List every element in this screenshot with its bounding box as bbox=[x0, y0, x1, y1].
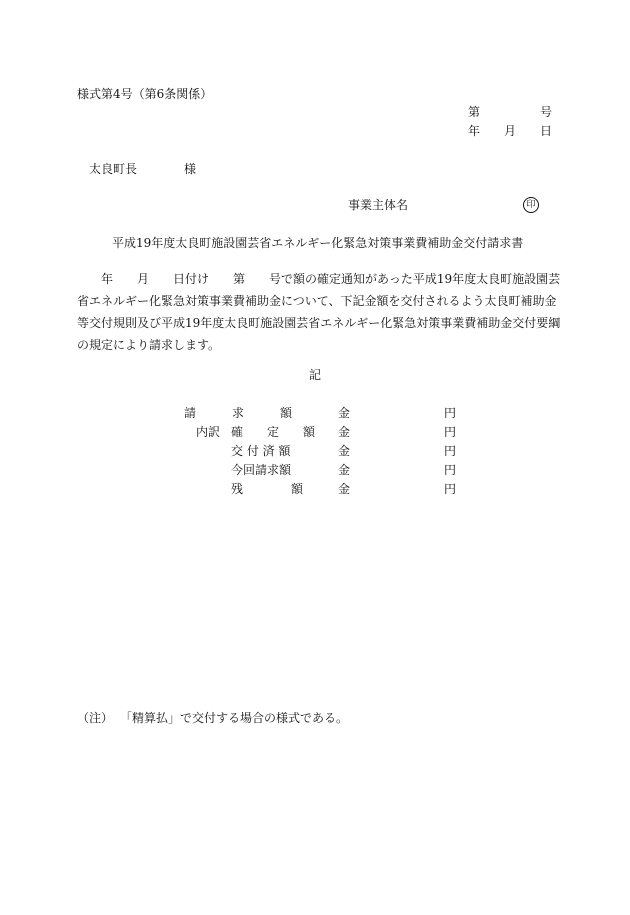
applicant-label: 事業主体名 bbox=[348, 198, 409, 212]
request-amount-kin: 金 bbox=[338, 406, 351, 420]
body-line: の規定により請求します。 bbox=[77, 338, 221, 352]
document-title: 平成19年度太良町施設園芸省エネルギー化緊急対策事業費補助金交付請求書 bbox=[112, 236, 524, 250]
addressee-name: 太良町長 bbox=[89, 162, 138, 176]
note-prefix: （注） bbox=[77, 711, 114, 725]
addressee-honorific: 様 bbox=[184, 162, 197, 176]
remaining-amount-label: 残 額 bbox=[231, 482, 304, 496]
body-line: 等交付規則及び平成19年度太良町施設園芸省エネルギー化緊急対策事業費補助金交付要綱 bbox=[77, 316, 561, 330]
current-request-label: 今回請求額 bbox=[231, 463, 292, 477]
note-text: 「精算払」で交付する場合の様式である。 bbox=[120, 711, 349, 725]
request-amount-label: 請 求 額 bbox=[184, 406, 293, 420]
confirmed-amount-kin: 金 bbox=[338, 425, 351, 439]
remaining-amount-yen: 円 bbox=[444, 482, 457, 496]
document-number-prefix: 第 bbox=[468, 105, 481, 119]
confirmed-amount-yen: 円 bbox=[444, 425, 457, 439]
paid-amount-yen: 円 bbox=[444, 444, 457, 458]
document-number-suffix: 号 bbox=[540, 105, 553, 119]
date-year-label: 年 bbox=[468, 124, 481, 138]
body-line: 年 月 日付け 第 号で額の確定通知があった平成19年度太良町施設園芸 bbox=[77, 272, 561, 286]
form-number-label: 様式第4号（第6条関係） bbox=[77, 87, 213, 101]
seal-mark: 印 bbox=[523, 197, 539, 213]
paid-amount-label: 交 付 済 額 bbox=[231, 444, 291, 458]
date-day-label: 日 bbox=[540, 124, 553, 138]
remaining-amount-kin: 金 bbox=[338, 482, 351, 496]
current-request-yen: 円 bbox=[444, 463, 457, 477]
request-amount-yen: 円 bbox=[444, 406, 457, 420]
ki-heading: 記 bbox=[309, 368, 322, 382]
body-line: 省エネルギー化緊急対策事業費補助金について、下記金額を交付されるよう太良町補助金 bbox=[77, 294, 557, 308]
confirmed-amount-label: 確 定 額 bbox=[231, 425, 316, 439]
breakdown-label: 内訳 bbox=[196, 425, 221, 439]
paid-amount-kin: 金 bbox=[338, 444, 351, 458]
current-request-kin: 金 bbox=[338, 463, 351, 477]
request-body bbox=[77, 268, 561, 356]
date-month-label: 月 bbox=[504, 124, 517, 138]
